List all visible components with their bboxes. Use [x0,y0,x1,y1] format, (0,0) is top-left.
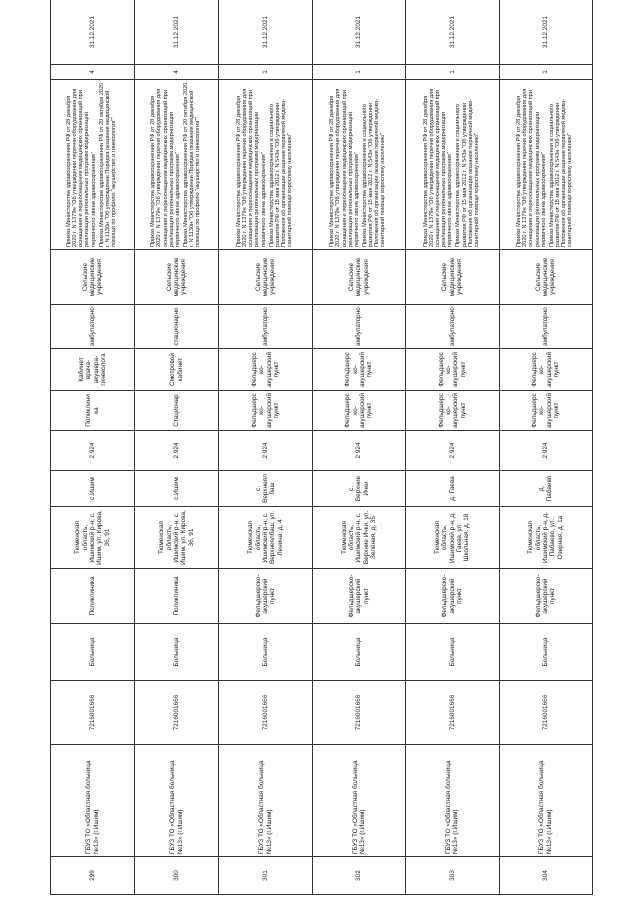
address-cell: Тюменская область, Ишимский р-н, д. Гаева, ул. Школьная, д. 18 [406,507,499,569]
population-cell: 2 924 [312,431,405,471]
institution-kind-cell: Сельские медицинские учреждения [499,250,592,305]
table-row [406,0,499,895]
quantity-cell: 4 [135,65,219,80]
inn-code-cell: 7216001666 [312,681,405,745]
table-row [135,0,219,895]
row-number-cell: 304 [499,857,592,895]
population-cell: 2 924 [499,431,592,471]
address-cell: Тюменская область, Ишимский р-н, с. Ишим, ул. Кирова, 36, 91 [51,507,135,569]
population-cell: 2 924 [135,431,219,471]
department-cell: Фельдшерско-акушерский пункт [406,391,499,431]
regulation-paragraph: Приказ Министерства здравоохранения и социального развития РФ от 15 мая 2012 г. N 543н "Об утверждении Положения об организации оказания первичной медико-санитарной помощи взрослому населению" [548,98,574,247]
regulation-paragraph: Приказ Министерства здравоохранения и социального развития РФ от 15 мая 2012 г. N 543н "Об утверждении Положения об организации оказания первичной медико-санитарной помощи взрослому населению" [455,98,480,247]
structural-unit-cell: Фельдшерско-акушерский пункт [499,569,592,624]
institution-type-cell: Больница [499,624,592,681]
department-cell: Фельдшерско-акушерский пункт [499,391,592,431]
organization-name-cell: ГБУЗ ТО «Областная больница №13» (г.Ишим) [312,745,405,857]
regulation-basis-cell [51,80,135,250]
deadline-date-cell: 31.12.2021 [135,0,219,65]
inn-code-cell: 7216001666 [406,681,499,745]
regulation-paragraph: Приказ Министерства здравоохранения РФ от 28 декабря 2020 г. N 1379н "Об утверждении перечня оборудования для оснащения и переоснащения медицинских организаций при реализации региональных программ модернизации первичного звена здравоохранения" [329,88,360,247]
deadline-date-cell: 31.12.2021 [499,0,592,65]
cabinet-cell: Смотровой кабинет [135,349,219,391]
organization-name-cell: ГБУЗ ТО «Областная больница №13» (г.Ишим) [406,745,499,857]
structural-unit-cell: Фельдшерско-акушерский пункт [312,569,405,624]
care-condition-cell: амбулаторно [51,305,135,349]
equipment-table [50,0,593,895]
regulation-paragraph: Приказ Министерства здравоохранения и социального развития РФ от 15 мая 2012 г. N 543н "Об утверждении Положения об организации оказания первичной медико-санитарной помощи взрослому населению" [362,98,387,247]
department-cell: Поликлиника [51,391,135,431]
row-number-cell: 299 [51,857,135,895]
table-row [499,0,592,895]
row-number-cell: 302 [312,857,405,895]
department-cell: Фельдшерско-акушерский пункт [312,391,405,431]
institution-type-cell: Больница [51,624,135,681]
locality-cell: д. Гаева [406,471,499,507]
locality-cell: д. Пабаево [499,471,592,507]
table-row [219,0,312,895]
institution-kind-cell: Сельские медицинские учреждения [406,250,499,305]
inn-code-cell: 7216001666 [219,681,312,745]
address-cell: Тюменская область, Ишимский р-н, с. Верхние Ички, ул. Зелёная, д. 35 [312,507,405,569]
department-cell: Стационар [135,391,219,431]
quantity-cell: 1 [219,65,312,80]
regulation-basis-cell [219,80,312,250]
care-condition-cell: амбулаторно [219,305,312,349]
rotated-table-container [50,16,593,895]
row-number-cell: 301 [219,857,312,895]
institution-type-cell: Больница [135,624,219,681]
quantity-cell: 4 [51,65,135,80]
table-row [312,0,405,895]
cabinet-cell: Фельдшерско-акушерский пункт [312,349,405,391]
inn-code-cell: 7216001666 [499,681,592,745]
regulation-paragraph: Приказ Министерства здравоохранения РФ от 28 декабря 2020 г. N 1379н "Об утверждении перечня оборудования для оснащения и переоснащения медицинских организаций при реализации региональных программ модернизации первичного звена здравоохранения" [66,88,97,247]
deadline-date-cell: 31.12.2021 [406,0,499,65]
cabinet-cell: Фельдшерско-акушерский пункт [499,349,592,391]
structural-unit-cell: Фельдшерско-акушерский пункт [406,569,499,624]
locality-cell: с.Ишим [135,471,219,507]
institution-type-cell: Больница [312,624,405,681]
care-condition-cell: амбулаторно [312,305,405,349]
institution-kind-cell: Сельские медицинские учреждения [51,250,135,305]
organization-name-cell: ГБУЗ ТО «Областная больница №13» (г.Ишим) [51,745,135,857]
regulation-paragraph: Приказ Министерства здравоохранения РФ от 20 октября 2020 г. N 1130н "Об утверждении Порядка оказания медицинской помощи по профилю "акушерство и гинекология"" [98,82,118,247]
population-cell: 2 924 [406,431,499,471]
population-cell: 2 924 [51,431,135,471]
institution-kind-cell: Сельские медицинские учреждения [219,250,312,305]
regulation-paragraph: Приказ Министерства здравоохранения РФ от 20 октября 2020 г. N 1130н "Об утверждении Порядка оказания медицинской помощи по профилю "акушерство и гинекология"" [182,82,202,247]
locality-cell: с. Верхние Ички [312,471,405,507]
institution-type-cell: Больница [219,624,312,681]
cabinet-cell: Кабинет врача-акушера-гинеколога [51,349,135,391]
deadline-date-cell: 31.12.2021 [312,0,405,65]
structural-unit-cell: Поликлиника [51,569,135,624]
regulation-paragraph: Приказ Министерства здравоохранения РФ от 28 декабря 2020 г. N 1379н "Об утверждении перечня оборудования для оснащения и переоснащения медицинских организаций при реализации региональных программ модернизации первичного звена здравоохранения" [235,88,267,247]
regulation-paragraph: Приказ Министерства здравоохранения РФ от 28 декабря 2020 г. N 1379н "Об утверждении перечня оборудования для оснащения и переоснащения медицинских организаций при реализации региональных программ модернизации первичного звена здравоохранения" [516,88,547,247]
inn-code-cell: 7216001666 [135,681,219,745]
organization-name-cell: ГБУЗ ТО «Областная больница №13» (г.Ишим) [135,745,219,857]
row-number-cell: 303 [406,857,499,895]
deadline-date-cell: 31.12.2021 [219,0,312,65]
care-condition-cell: амбулаторно [406,305,499,349]
institution-kind-cell: Сельские медицинские учреждения [312,250,405,305]
regulation-basis-cell [312,80,405,250]
cabinet-cell: Фельдшерско-акушерский пункт [219,349,312,391]
regulation-paragraph: Приказ Министерства здравоохранения РФ от 28 декабря 2020 г. N 1379н "Об утверждении перечня оборудования для оснащения и переоснащения медицинских организаций при реализации региональных программ модернизации первичного звена здравоохранения" [150,88,181,247]
locality-cell: с.Ишим [51,471,135,507]
population-cell: 2 924 [219,431,312,471]
regulation-paragraph: Приказ Министерства здравоохранения РФ от 28 декабря 2020 г. N 1379н "Об утверждении перечня оборудования для оснащения и переоснащения медицинских организаций при реализации региональных программ модернизации первичного звена здравоохранения" [422,88,454,247]
table-body [51,0,593,895]
institution-type-cell: Больница [406,624,499,681]
regulation-basis-cell [406,80,499,250]
cabinet-cell: Фельдшерско-акушерский пункт [406,349,499,391]
department-cell: Фельдшерско-акушерский пункт [219,391,312,431]
regulation-paragraph: Приказ Министерства здравоохранения и социального развития РФ от 15 мая 2012 г. N 543н "Об утверждении Положения об организации оказания первичной медико-санитарной помощи взрослому населению" [268,98,294,247]
care-condition-cell: стационарно [135,305,219,349]
address-cell: Тюменская область, Ишимский р-н, с. Ишим, ул. Кирова, 36, 91 [135,507,219,569]
quantity-cell: 1 [406,65,499,80]
care-condition-cell: амбулаторно [499,305,592,349]
deadline-date-cell: 31.12.2021 [51,0,135,65]
organization-name-cell: ГБУЗ ТО «Областная больница №13» (г.Ишим) [219,745,312,857]
quantity-cell: 1 [499,65,592,80]
regulation-basis-cell [135,80,219,250]
regulation-basis-cell [499,80,592,250]
institution-kind-cell: Сельские медицинские учреждения [135,250,219,305]
inn-code-cell: 7216001666 [51,681,135,745]
structural-unit-cell: Поликлиника [135,569,219,624]
locality-cell: с. Верхнеялбаш [219,471,312,507]
organization-name-cell: ГБУЗ ТО «Областная больница №13» (г.Ишим) [499,745,592,857]
table-row [51,0,135,895]
address-cell: Тюменская область, Ишимский р-н, д. Пабаево, ул. Озерная, д. 1а [499,507,592,569]
address-cell: Тюменская область, Ишимский р-н, с. Верхнеялбаш, ул. Ленина, д. 4 [219,507,312,569]
structural-unit-cell: Фельдшерско-акушерский пункт [219,569,312,624]
row-number-cell: 300 [135,857,219,895]
quantity-cell: 1 [312,65,405,80]
